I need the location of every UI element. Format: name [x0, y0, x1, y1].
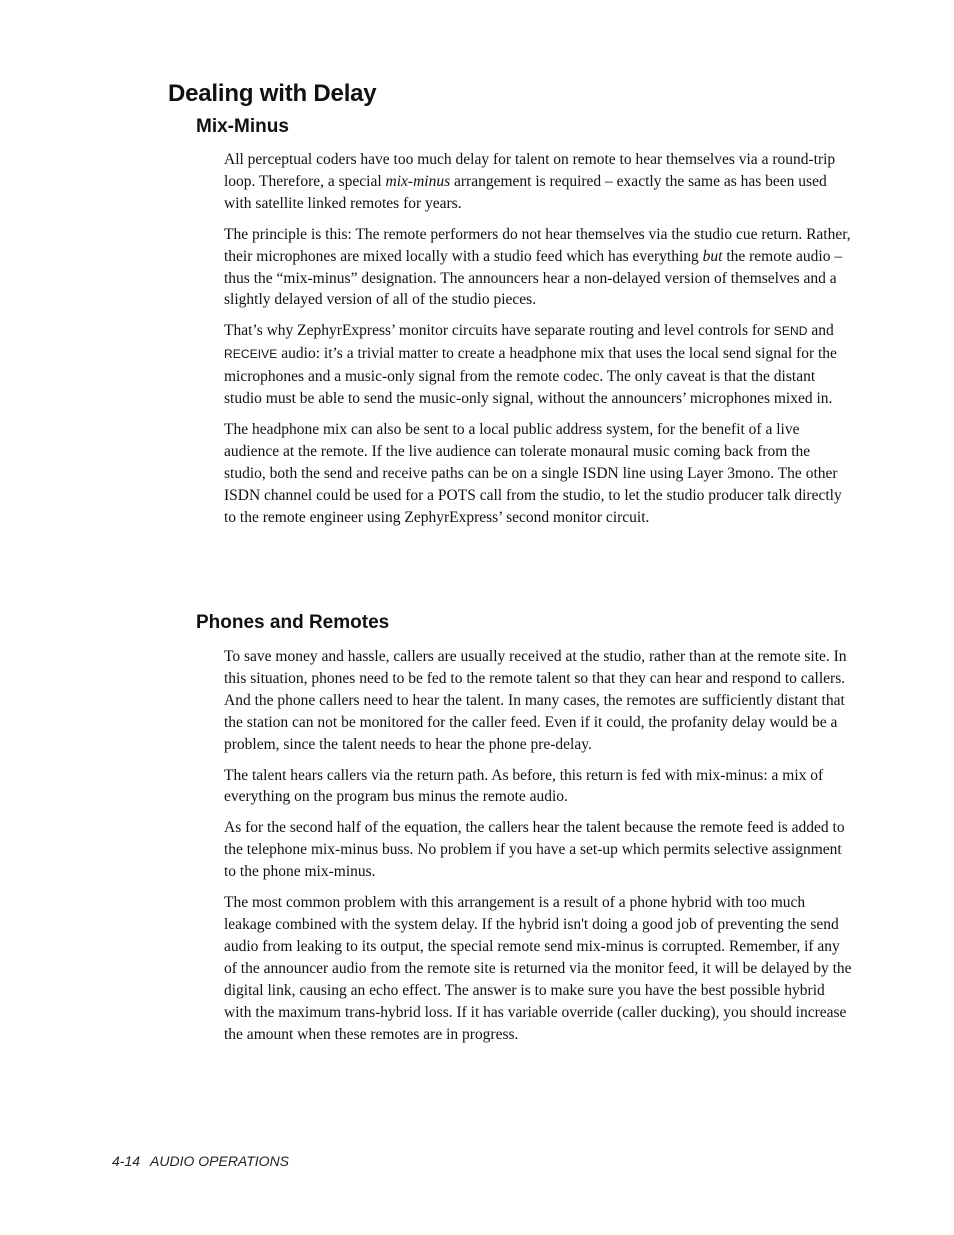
- emphasis-text: mix-minus: [385, 172, 451, 190]
- paragraph: [224, 149, 854, 215]
- emphasis-text: but: [702, 247, 723, 265]
- small-caps-send: SEND: [773, 324, 808, 339]
- mix-minus-body: [224, 149, 854, 538]
- paragraph-text: audio: it’s a trivial matter to create a headphone mix that uses the local send signal for the microphones and a music-only signal from the remote codec. The only caveat is that the distant studio must be able to send the music-only signal, without the announcers’ microphones mixed in.: [224, 345, 837, 408]
- paragraph: [224, 224, 854, 312]
- phones-body: [224, 646, 854, 1054]
- paragraph: The talent hears callers via the return path. As before, this return is fed with mix-minus: a mix of everything on the program bus minus the remote audio.: [224, 766, 824, 806]
- subheading-mix-minus: Mix-Minus: [196, 116, 289, 137]
- footer-section-title: AUDIO OPERATIONS: [150, 1153, 290, 1169]
- paragraph-text: and: [807, 322, 834, 340]
- paragraph: [224, 320, 854, 410]
- paragraph: The most common problem with this arrangement is a result of a phone hybrid with too much leakage combined with the system delay. If the hybrid isn't doing a good job of preventing the send audio from leaking to its output, the special remote send mix-minus is corrupted. Remember, if any of the announcer audio from the remote site is returned via the monitor feed, it will be delayed by the digital link, causing an echo effect. The answer is to make sure you have the best possible hybrid with the maximum trans-hybrid loss. If it has variable override (caller ducking), you should increase the amount when these remotes are in progress.: [224, 894, 852, 1043]
- small-caps-receive: RECEIVE: [224, 347, 278, 362]
- page-number: 4-14: [112, 1153, 141, 1169]
- section-heading: Dealing with Delay: [168, 80, 377, 107]
- paragraph: The headphone mix can also be sent to a local public address system, for the benefit of a live audience at the remote. If the live audience can tolerate monaural music coming back from the studio, both the send and receive paths can be on a single ISDN line using Layer 3mono. The other ISDN channel could be used for a POTS call from the studio, to let the studio producer talk directly to the remote engineer using ZephyrExpress’ second monitor circuit.: [224, 420, 842, 526]
- subheading-phones-and-remotes: Phones and Remotes: [196, 612, 390, 633]
- paragraph-text: arrangement is required – exactly the same as has been used with satellite linked remotes for years.: [224, 172, 827, 212]
- paragraph-text: That’s why ZephyrExpress’ monitor circuits have separate routing and level controls for: [224, 322, 774, 340]
- paragraph-text: the remote audio – thus the “mix-minus” designation. The announcers hear a non-delayed version of themselves and a slightly delayed version of all of the studio pieces.: [224, 247, 843, 309]
- paragraph: As for the second half of the equation, the callers hear the talent because the remote feed is added to the telephone mix-minus buss. No problem if you have a set-up which permits selective assignment to the phone mix-minus.: [224, 819, 845, 881]
- page-footer: [112, 1151, 289, 1171]
- paragraph-text: All perceptual coders have too much delay for talent on remote to hear themselves via a round-trip loop. Therefore, a special: [224, 151, 836, 190]
- paragraph-text: The principle is this: The remote performers do not hear themselves via the studio cue return. Rather, their microphones are mixed locally with a studio feed which has everything: [224, 225, 851, 265]
- paragraph: To save money and hassle, callers are usually received at the studio, rather than at the remote site. In this situation, phones need to be fed to the remote talent so that they can hear and respond to callers. And the phone callers need to hear the talent. In many cases, the remotes are sufficiently distant that the station can not be monitored for the caller feed. Even if it could, the profanity delay would be a problem, since the talent needs to hear the phone pre-delay.: [224, 648, 847, 753]
